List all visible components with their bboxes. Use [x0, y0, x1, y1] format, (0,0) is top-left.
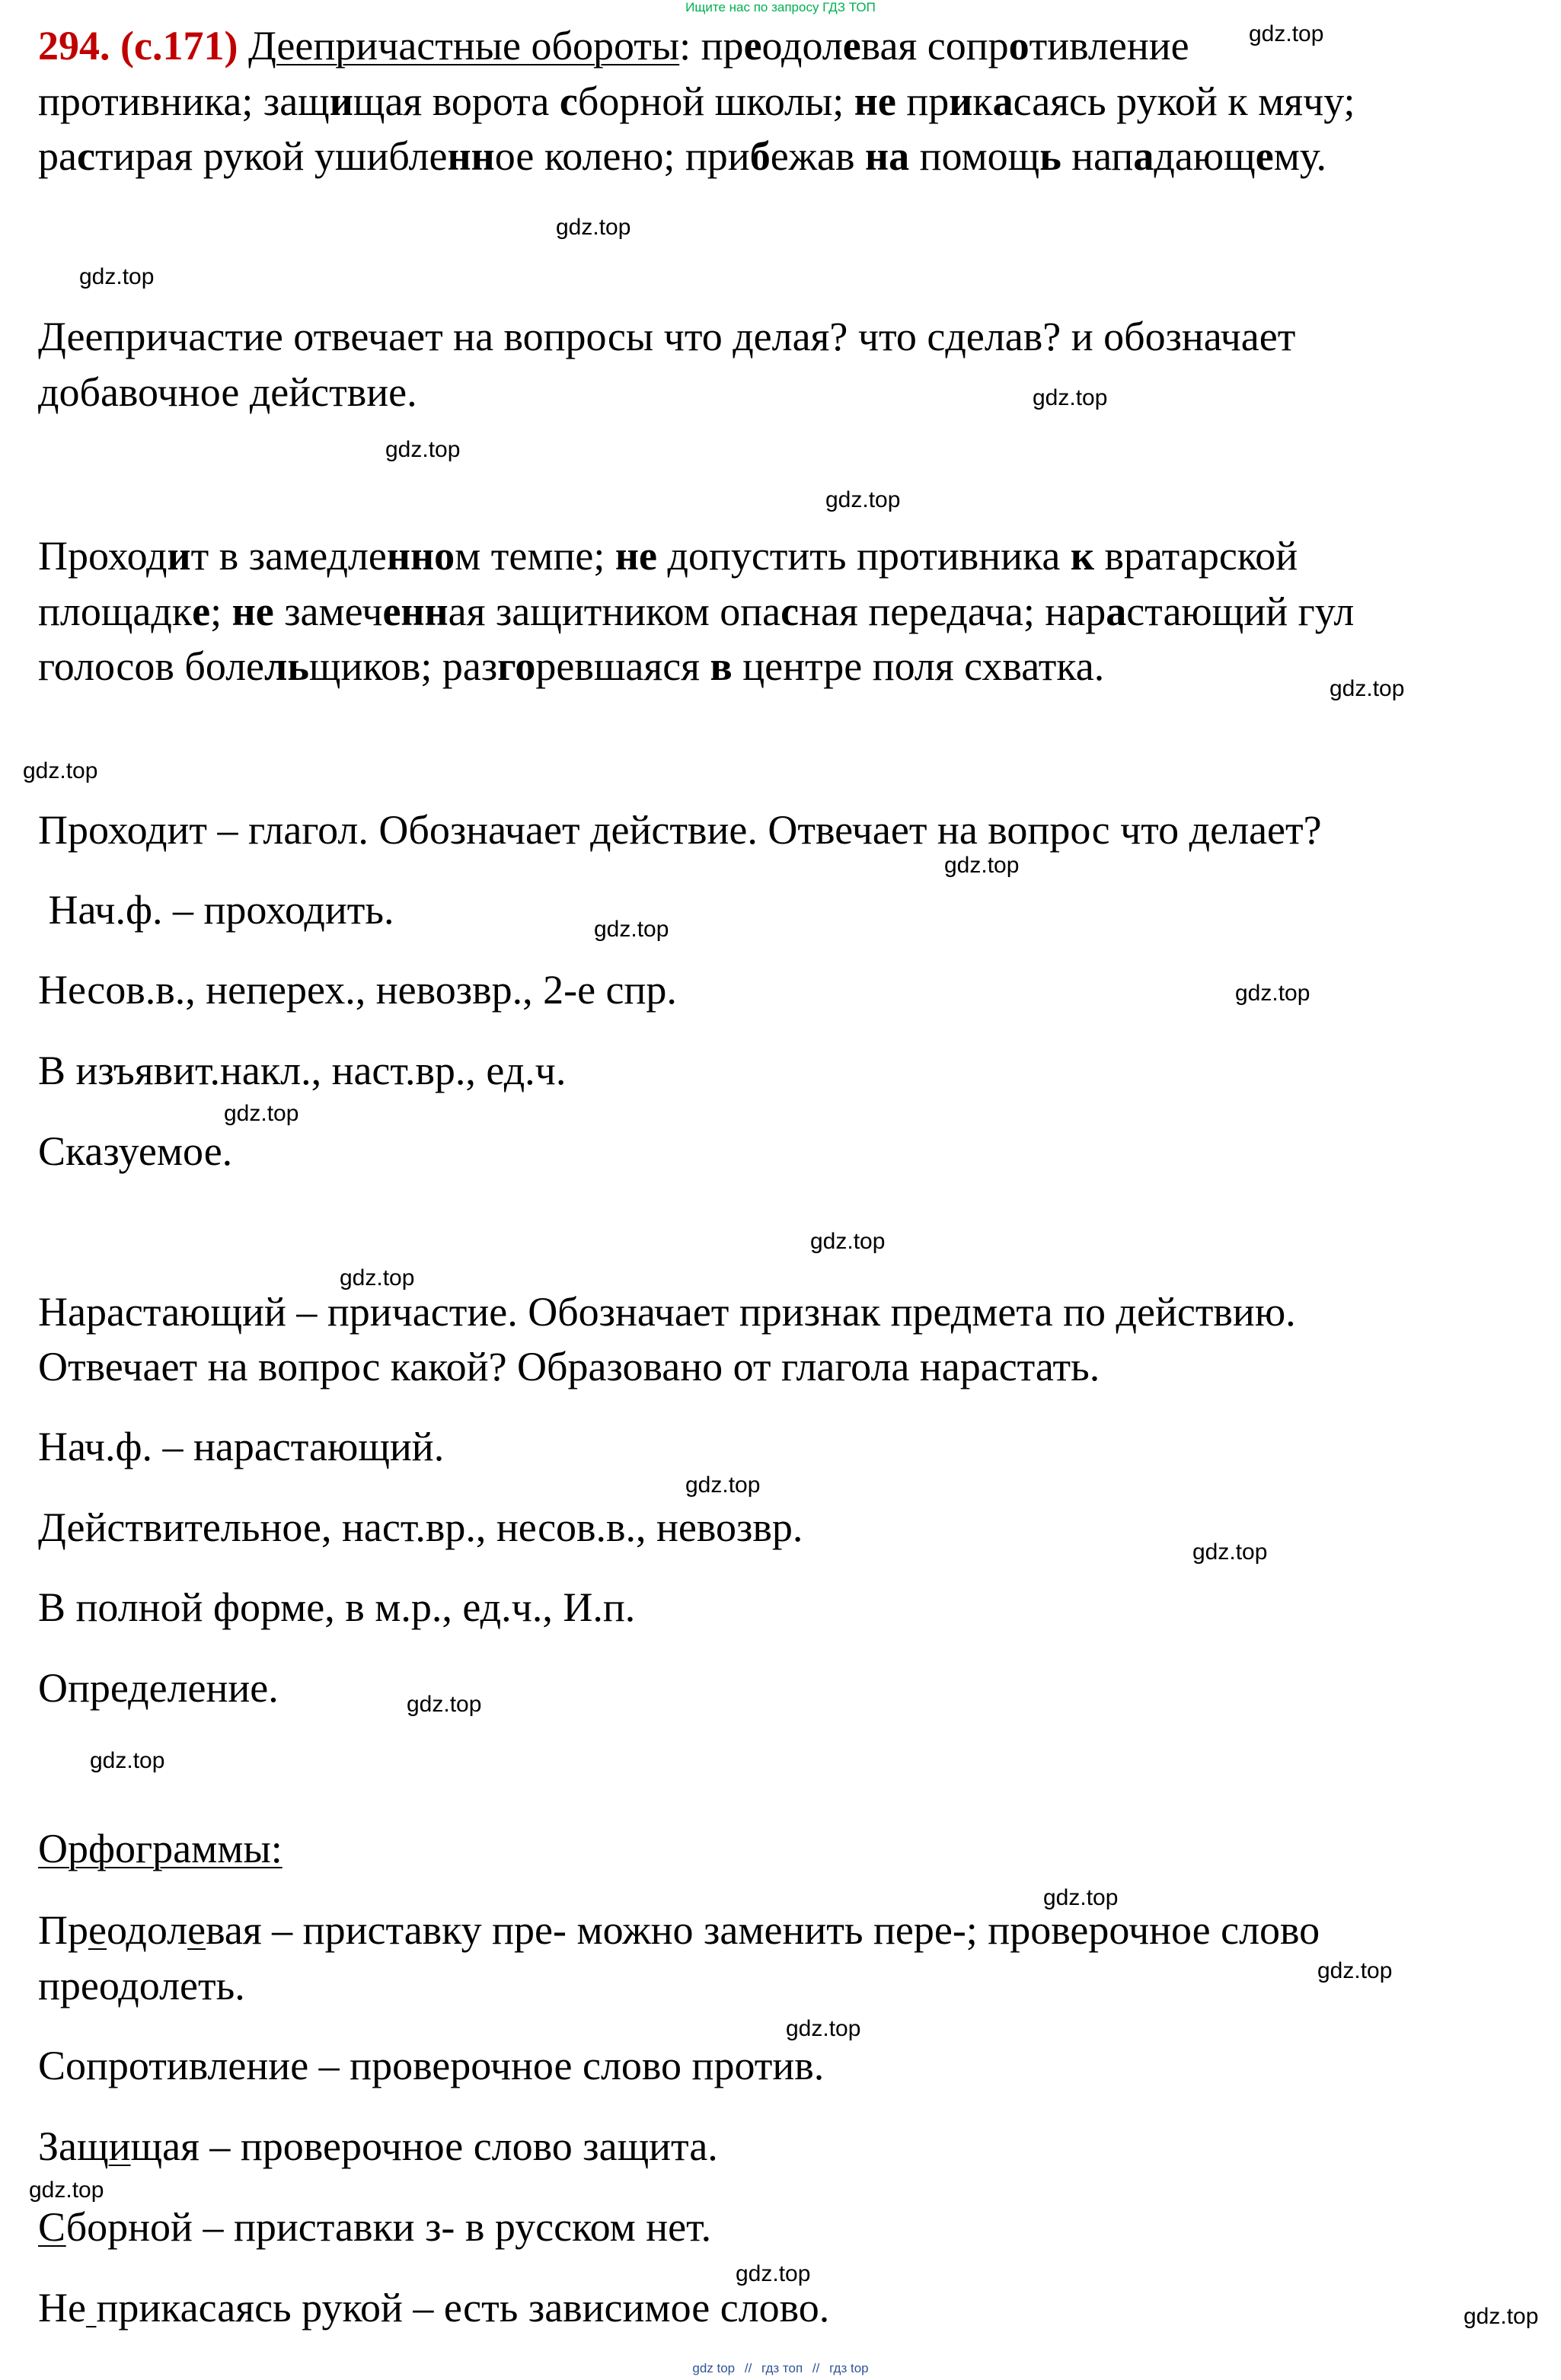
watermark: gdz.top	[1235, 981, 1310, 1006]
text-fragment: саясь рукой к мячу;	[1013, 78, 1355, 124]
footer-item: gdz top	[692, 2361, 736, 2375]
exercise-line-3	[38, 133, 1326, 179]
top-search-note: Ищите нас по запросу ГДЗ ТОП	[685, 0, 876, 14]
watermark: gdz.top	[736, 2261, 811, 2286]
text-fragment: не	[854, 78, 896, 124]
text-fragment: борной – приставки з- в русском нет.	[65, 2204, 712, 2250]
text-fragment: площадк	[38, 589, 193, 634]
analysis1-line-4: В изъявит.накл., наст.вр., ед.ч.	[38, 1048, 567, 1093]
text-fragment: ;	[210, 589, 232, 634]
text-fragment: помощ	[909, 133, 1040, 179]
sentence-line-3	[38, 643, 1104, 689]
text-fragment: т в замедле	[190, 533, 387, 579]
text-fragment: дающ	[1154, 133, 1256, 179]
text-fragment: щая – проверочное слово защита.	[130, 2123, 718, 2169]
exercise-heading: Деепричастные обороты	[247, 23, 680, 69]
text-fragment: Не	[38, 2285, 86, 2331]
text-fragment: допустить противника	[656, 533, 1071, 579]
text-fragment: и	[167, 533, 191, 579]
text-fragment: пр	[895, 78, 950, 124]
text-fragment: ое колено; при	[494, 133, 750, 179]
text-fragment: е	[192, 589, 211, 634]
text-fragment: борной школы;	[577, 78, 854, 124]
orthogram-3	[38, 2123, 718, 2169]
watermark: gdz.top	[1317, 1958, 1393, 1983]
watermark: gdz.top	[810, 1229, 886, 1254]
text-fragment: тирая рукой ушибле	[94, 133, 448, 179]
text-fragment: ная передача; нар	[799, 589, 1106, 634]
watermark: gdz.top	[556, 215, 631, 240]
watermark: gdz.top	[1192, 1539, 1268, 1565]
text-fragment: прикасаясь рукой – есть зависимое слово.	[96, 2285, 830, 2331]
watermark: gdz.top	[825, 487, 901, 512]
watermark: gdz.top	[1033, 385, 1108, 410]
watermark: gdz.top	[944, 853, 1020, 878]
orthogram-2	[38, 2043, 824, 2088]
definition-line-2: добавочное действие.	[38, 369, 417, 415]
watermark: gdz.top	[385, 437, 461, 462]
text-fragment: Пр	[38, 1907, 88, 1953]
watermark: gdz.top	[407, 1692, 482, 1717]
text-fragment: е	[382, 589, 401, 634]
text-fragment: о	[1008, 23, 1029, 69]
text-fragment: Защ	[38, 2123, 109, 2169]
text-fragment: и	[949, 78, 973, 124]
text-fragment: к	[972, 78, 993, 124]
text-fragment: одол	[106, 1907, 188, 1953]
text-fragment: ь	[287, 643, 309, 689]
text-fragment: е	[743, 23, 762, 69]
text-fragment: а	[1106, 589, 1127, 634]
watermark: gdz.top	[786, 2016, 861, 2041]
text-fragment: одол	[761, 23, 843, 69]
exercise-number: 294. (с.171)	[38, 23, 238, 69]
text-fragment: м темпе;	[455, 533, 615, 579]
text-fragment: с	[76, 133, 95, 179]
text-fragment: не	[615, 533, 657, 579]
watermark: gdz.top	[1464, 2304, 1539, 2329]
watermark: gdz.top	[1330, 676, 1405, 701]
text-fragment: о	[515, 643, 536, 689]
text-fragment: г	[497, 643, 516, 689]
watermark: gdz.top	[1043, 1885, 1119, 1910]
text-fragment: голосов боле	[38, 643, 265, 689]
text-fragment: е	[842, 23, 861, 69]
text-fragment: ревшаяся	[535, 643, 710, 689]
text-fragment: л	[264, 643, 288, 689]
text-fragment: центре поля схватка.	[732, 643, 1105, 689]
text-fragment: е	[187, 1907, 206, 1953]
text-fragment: ая защитником опа	[448, 589, 781, 634]
analysis2-line-3: Нач.ф. – нарастающий.	[38, 1424, 445, 1469]
footer	[0, 2361, 1561, 2376]
footer-separator: //	[744, 2361, 752, 2375]
watermark: gdz.top	[1249, 21, 1324, 46]
text-fragment: не	[231, 589, 274, 634]
analysis2-line-2: Отвечает на вопрос какой? Образовано от глагола нарастать.	[38, 1344, 1100, 1389]
text-fragment: замеч	[273, 589, 383, 634]
analysis2-line-1: Нарастающий – причастие. Обозначает признак предмета по действию.	[38, 1289, 1296, 1335]
watermark: gdz.top	[29, 2177, 104, 2203]
text-fragment: щиков; раз	[308, 643, 498, 689]
analysis1-line-3: Несов.в., неперех., невозвр., 2-е спр.	[38, 967, 677, 1013]
text-fragment: стающий гул	[1126, 589, 1355, 634]
text-fragment: щая ворота	[353, 78, 560, 124]
text-fragment: ежав	[770, 133, 865, 179]
watermark: gdz.top	[594, 917, 669, 942]
analysis2-line-6: Определение.	[38, 1665, 279, 1711]
text-fragment: о	[434, 533, 455, 579]
orthograms-title: Орфограммы:	[38, 1826, 283, 1871]
exercise-line-1	[38, 23, 1189, 69]
watermark: gdz.top	[224, 1101, 299, 1126]
text-fragment: тивление	[1029, 23, 1189, 69]
analysis2-line-5: В полной форме, в м.р., ед.ч., И.п.	[38, 1584, 636, 1630]
analysis1-line-1: Проходит – глагол. Обозначает действие. Отвечает на вопрос что делает?	[38, 807, 1322, 853]
exercise-line-2	[38, 78, 1355, 124]
watermark: gdz.top	[79, 264, 155, 289]
text-fragment: нн	[386, 533, 435, 579]
text-fragment: на	[864, 133, 910, 179]
text-fragment: е	[1255, 133, 1274, 179]
text-fragment	[86, 2285, 97, 2331]
text-fragment: вратарской	[1094, 533, 1298, 579]
orthogram-4	[38, 2204, 711, 2250]
orthogram-1	[38, 1907, 1320, 1953]
text-fragment: вая сопр	[860, 23, 1009, 69]
text-fragment: и	[108, 2123, 131, 2169]
text-fragment: а	[1133, 133, 1154, 179]
watermark: gdz.top	[340, 1265, 415, 1290]
text-fragment: вая – приставку пре- можно заменить пере-; проверочное слово	[206, 1907, 1320, 1953]
text-fragment: нн	[401, 589, 449, 634]
footer-item: гдз топ	[761, 2361, 803, 2375]
orthogram-1-cont	[38, 1963, 245, 2008]
text-fragment: противника; защ	[38, 78, 330, 124]
sentence-line-2	[38, 589, 1354, 634]
watermark: gdz.top	[685, 1472, 761, 1498]
watermark: gdz.top	[90, 1748, 165, 1773]
text-fragment: преодолеть.	[38, 1963, 245, 2008]
sentence-line-1	[38, 533, 1298, 579]
watermark: gdz.top	[23, 758, 98, 783]
text-fragment: е	[88, 1907, 107, 1953]
text-fragment: нап	[1061, 133, 1134, 179]
text-fragment: к	[1070, 533, 1095, 579]
text-fragment: нн	[447, 133, 495, 179]
text-fragment: и	[329, 78, 353, 124]
text-fragment: с	[780, 589, 800, 634]
text-fragment: ра	[38, 133, 77, 179]
footer-separator: //	[812, 2361, 820, 2375]
definition-line-1: Деепричастие отвечает на вопросы что делая? что сделав? и обозначает	[38, 314, 1296, 359]
orthogram-5	[38, 2285, 829, 2331]
text-fragment: с	[559, 78, 578, 124]
text-fragment: Проход	[38, 533, 168, 579]
analysis1-line-2: Нач.ф. – проходить.	[38, 887, 394, 933]
analysis1-line-5: Сказуемое.	[38, 1128, 233, 1174]
text-fragment: в	[710, 643, 733, 689]
analysis2-line-4: Действительное, наст.вр., несов.в., невозвр.	[38, 1504, 803, 1550]
text-fragment: ь	[1039, 133, 1061, 179]
footer-item: гдз top	[829, 2361, 869, 2375]
text-fragment: Сопротивление – проверочное слово против.	[38, 2043, 825, 2088]
text-fragment: а	[992, 78, 1014, 124]
text-fragment: : пр	[679, 23, 744, 69]
text-fragment: б	[749, 133, 771, 179]
text-fragment: му.	[1273, 133, 1326, 179]
text-fragment: С	[38, 2204, 66, 2250]
